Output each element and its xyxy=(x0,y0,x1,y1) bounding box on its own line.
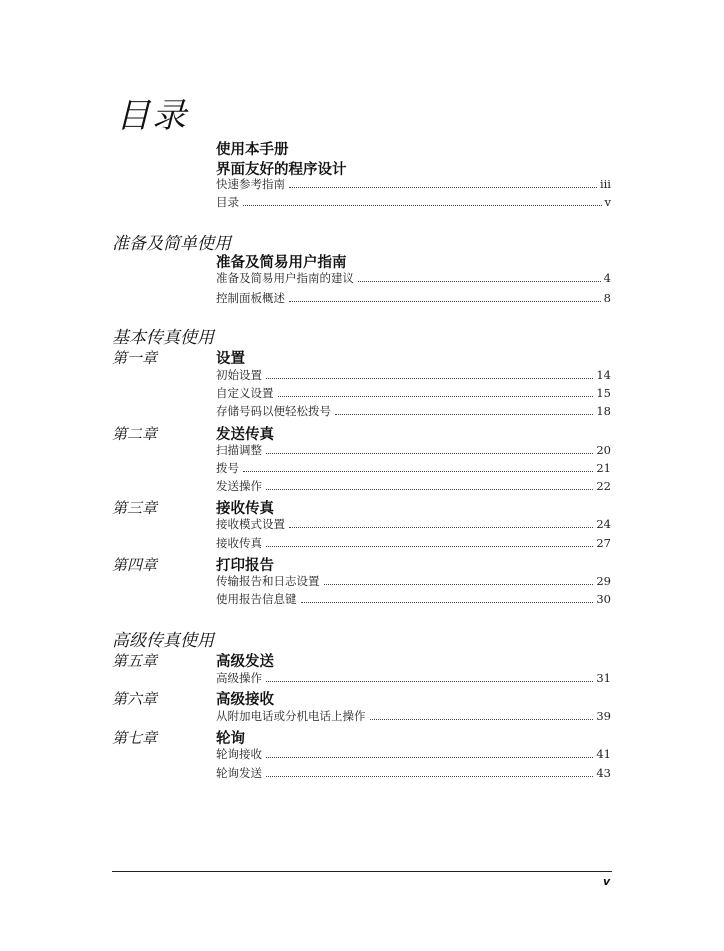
chapter-heading: 高级发送 xyxy=(216,654,274,670)
toc-entry-text: 自定义设置 xyxy=(216,386,274,400)
dot-leader xyxy=(266,452,593,454)
toc-entry-text: 轮询发送 xyxy=(216,766,262,780)
toc-entry[interactable] xyxy=(216,403,611,419)
toc-entry-text: 初始设置 xyxy=(216,368,262,382)
toc-entry-text: 扫描调整 xyxy=(216,443,262,457)
toc-entry-page: 21 xyxy=(596,461,611,475)
toc-entry-text: 发送操作 xyxy=(216,479,262,493)
toc-entry[interactable] xyxy=(216,516,611,532)
toc-entry-text: 拨号 xyxy=(216,461,239,475)
dot-leader xyxy=(243,204,602,206)
toc-entry[interactable] xyxy=(216,670,611,686)
dot-leader xyxy=(289,300,601,302)
dot-leader xyxy=(301,601,594,603)
chapter-label: 第三章 xyxy=(112,499,158,517)
chapter-label: 第一章 xyxy=(112,349,158,367)
toc-entry-text: 轮询接收 xyxy=(216,747,262,761)
toc-entry-page: 20 xyxy=(596,443,611,457)
toc-entry-text: 使用报告信息键 xyxy=(216,592,297,606)
toc-entry-text: 高级操作 xyxy=(216,671,262,685)
toc-entry[interactable] xyxy=(216,535,611,551)
footer-rule xyxy=(112,871,612,872)
dot-leader xyxy=(289,526,593,528)
chapter-label: 第五章 xyxy=(112,652,158,670)
chapter-label: 第四章 xyxy=(112,556,158,574)
dot-leader xyxy=(266,545,593,547)
heading-friendly-design: 界面友好的程序设计 xyxy=(216,162,347,178)
toc-entry[interactable] xyxy=(216,573,611,589)
toc-entry-page: 24 xyxy=(596,517,611,531)
toc-entry[interactable] xyxy=(216,367,611,383)
dot-leader xyxy=(266,377,593,379)
heading-use-manual: 使用本手册 xyxy=(216,142,289,158)
toc-entry-page: 18 xyxy=(596,404,611,418)
toc-entry-page: 41 xyxy=(596,747,611,761)
toc-entry[interactable] xyxy=(216,270,611,286)
dot-leader xyxy=(335,413,593,415)
toc-entry-page: v xyxy=(604,195,611,209)
chapter-label: 第七章 xyxy=(112,729,158,747)
dot-leader xyxy=(370,718,594,720)
toc-entry[interactable] xyxy=(216,478,611,494)
dot-leader xyxy=(243,470,593,472)
toc-entry-page: 29 xyxy=(596,574,611,588)
chapter-heading: 打印报告 xyxy=(216,558,274,574)
dot-leader xyxy=(358,280,601,282)
toc-entry-text: 快速参考指南 xyxy=(216,177,285,191)
toc-entry-page: 43 xyxy=(596,766,611,780)
toc-entry[interactable] xyxy=(216,765,611,781)
toc-entry-page: 15 xyxy=(596,386,611,400)
chapter-heading: 发送传真 xyxy=(216,427,274,443)
toc-entry[interactable] xyxy=(216,708,611,724)
toc-entry-text: 传输报告和日志设置 xyxy=(216,574,320,588)
dot-leader xyxy=(266,488,593,490)
dot-leader xyxy=(266,756,593,758)
toc-entry-page: 8 xyxy=(603,291,611,305)
toc-entry-text: 目录 xyxy=(216,195,239,209)
page-number: v xyxy=(603,875,611,888)
dot-leader xyxy=(266,680,593,682)
chapter-heading: 高级接收 xyxy=(216,692,274,708)
toc-entry[interactable] xyxy=(216,460,611,476)
toc-entry-text: 准备及简易用户指南的建议 xyxy=(216,271,354,285)
heading-prep-guide: 准备及简易用户指南 xyxy=(216,255,347,271)
dot-leader xyxy=(289,186,597,188)
toc-entry-page: 30 xyxy=(596,592,611,606)
page-title: 目录 xyxy=(116,96,188,136)
toc-entry-text: 控制面板概述 xyxy=(216,291,285,305)
dot-leader xyxy=(266,775,593,777)
toc-entry-text: 接收模式设置 xyxy=(216,517,285,531)
part-title: 高级传真使用 xyxy=(112,631,214,651)
dot-leader xyxy=(278,395,594,397)
toc-entry-page: 31 xyxy=(596,671,611,685)
toc-entry[interactable] xyxy=(216,176,611,192)
part-title: 基本传真使用 xyxy=(112,328,214,348)
toc-entry-page: 14 xyxy=(596,368,611,382)
chapter-heading: 接收传真 xyxy=(216,501,274,517)
toc-entry-page: 39 xyxy=(596,709,611,723)
toc-entry-page: 27 xyxy=(596,536,611,550)
toc-entry[interactable] xyxy=(216,194,611,210)
toc-entry[interactable] xyxy=(216,746,611,762)
chapter-label: 第六章 xyxy=(112,690,158,708)
toc-entry-page: 4 xyxy=(603,271,611,285)
toc-entry-text: 接收传真 xyxy=(216,536,262,550)
chapter-heading: 轮询 xyxy=(216,731,245,747)
toc-entry-page: iii xyxy=(599,177,611,191)
part-title: 准备及简单使用 xyxy=(112,234,231,254)
toc-entry-text: 存储号码以便轻松拨号 xyxy=(216,404,331,418)
toc-entry-page: 22 xyxy=(596,479,611,493)
chapter-heading: 设置 xyxy=(216,351,245,367)
dot-leader xyxy=(324,583,594,585)
toc-entry[interactable] xyxy=(216,385,611,401)
toc-entry-text: 从附加电话或分机电话上操作 xyxy=(216,709,366,723)
toc-entry[interactable] xyxy=(216,591,611,607)
toc-entry[interactable] xyxy=(216,442,611,458)
toc-entry[interactable] xyxy=(216,290,611,306)
chapter-label: 第二章 xyxy=(112,425,158,443)
